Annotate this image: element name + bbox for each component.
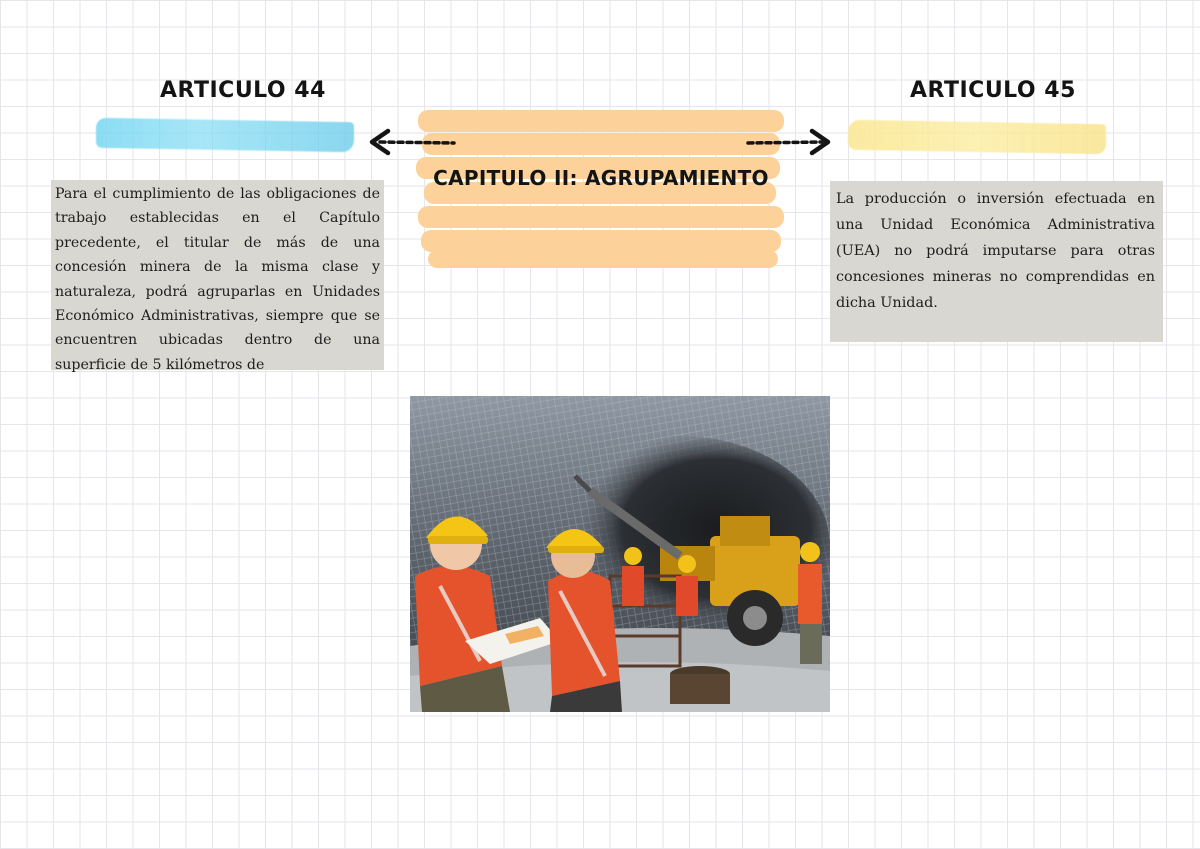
chapter-title: CAPITULO II: AGRUPAMIENTO xyxy=(433,166,769,190)
highlight-stripe xyxy=(428,250,778,268)
blue-highlighter-stroke xyxy=(96,118,354,153)
article-44-text-scan: Para el cumplimiento de las obligaciones de trabajo establecidas en el Capítulo precedente, el titular de más de una concesión minera de la misma clase y naturaleza, podrá agruparlas en Unidades Económico Administrativas, siempre que se encuentren ubicadas dentro de una superficie de 5 kilómetros de xyxy=(51,180,384,370)
highlight-stripe xyxy=(418,206,784,228)
article-45-text-scan: La producción o inversión efectuada en una Unidad Económica Administrativa (UEA) no podrá imputarse para otras concesiones mineras no comprendidas en dicha Unidad. xyxy=(830,181,1163,342)
highlight-stripe xyxy=(418,110,784,132)
highlight-stripe xyxy=(421,230,781,252)
yellow-highlighter-stroke xyxy=(848,120,1106,155)
mining-workers-photo xyxy=(410,396,830,712)
highlight-stripe xyxy=(422,133,780,155)
article-45-heading: ARTICULO 45 xyxy=(910,78,1076,103)
dashed-left-arrow-icon xyxy=(366,124,458,164)
chapter-title-block xyxy=(418,110,784,270)
article-44-heading: ARTICULO 44 xyxy=(160,78,326,103)
dashed-right-arrow-icon xyxy=(744,124,836,164)
